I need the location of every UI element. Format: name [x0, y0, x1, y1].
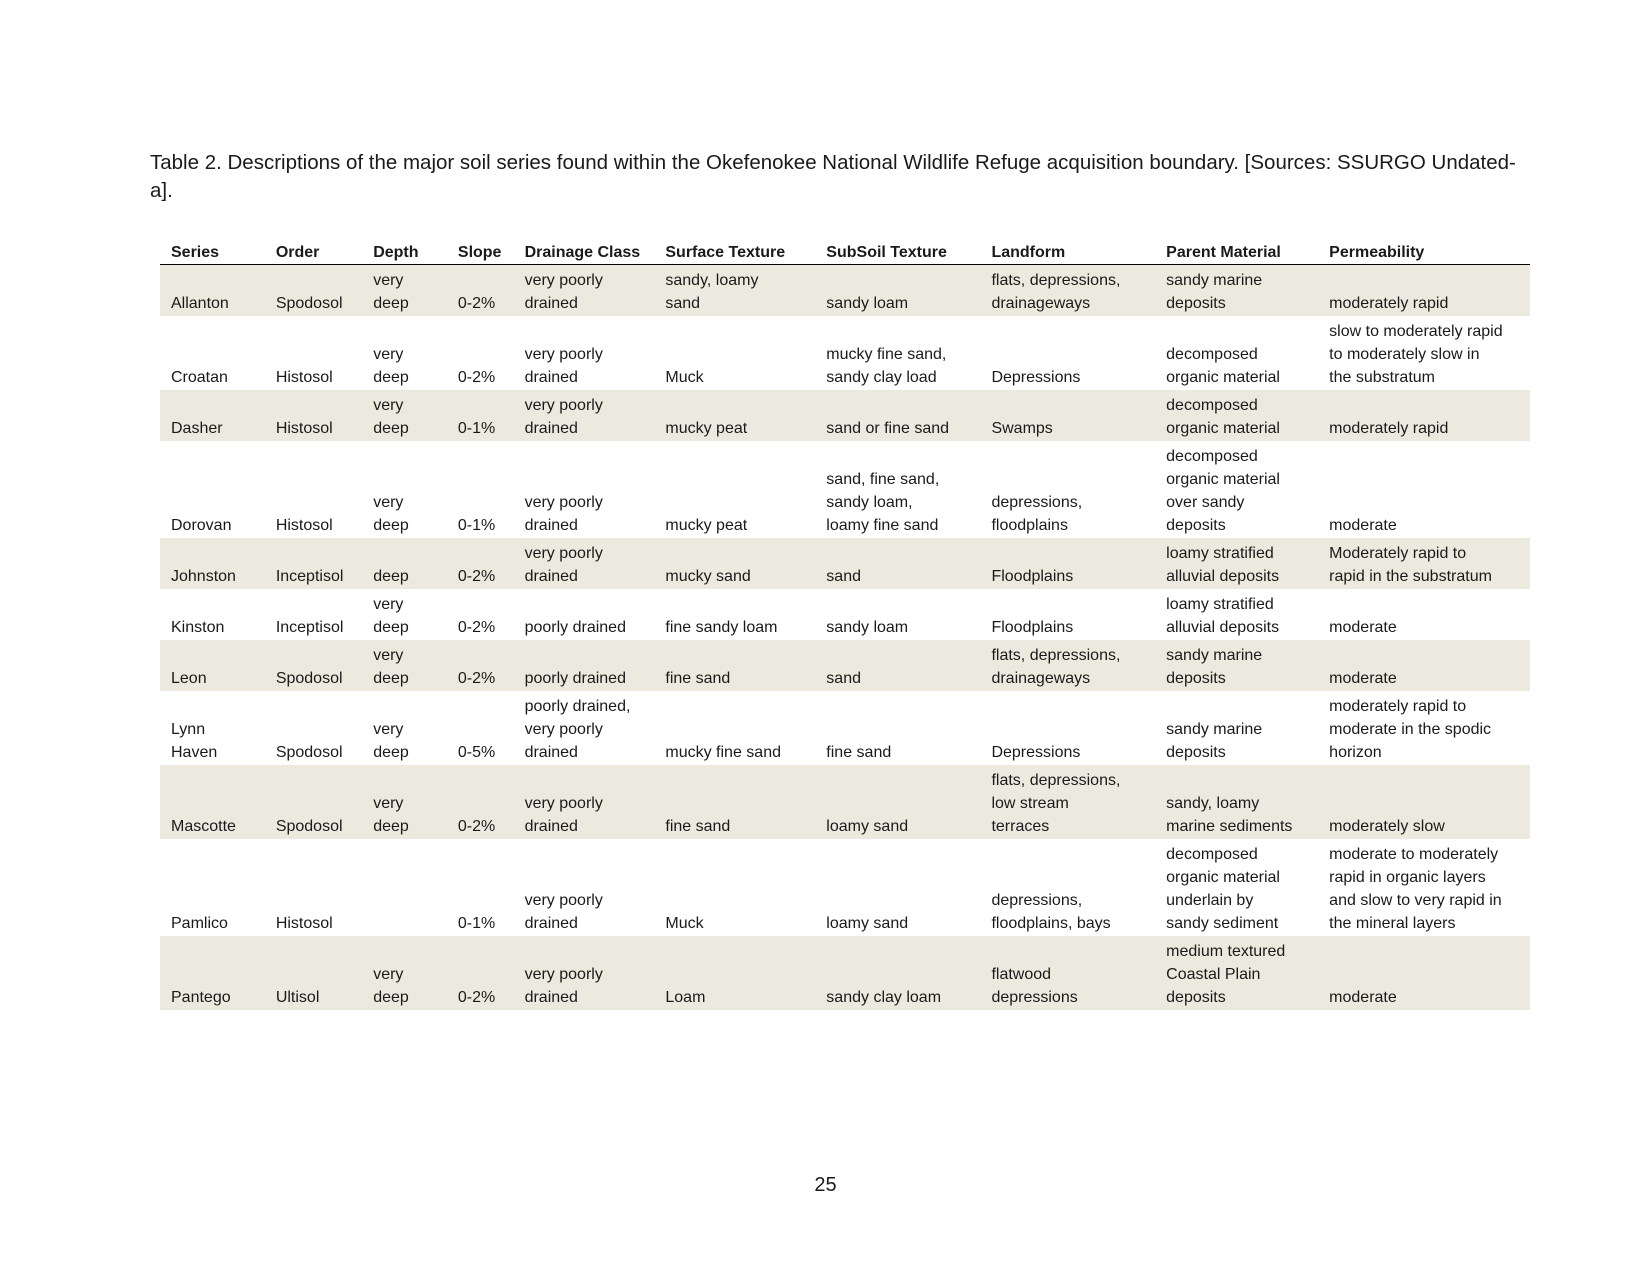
cell-drainage-class: very poorly drained: [514, 390, 655, 441]
cell-order: Spodosol: [275, 744, 343, 761]
table-row: [160, 839, 1530, 936]
cell-landform: Floodplains: [991, 619, 1074, 636]
cell-slope: 0-2%: [457, 369, 496, 386]
cell-parent-material: sandy marine deposits: [1155, 265, 1318, 317]
cell-series: Allanton: [160, 265, 265, 317]
cell-depth: very deep: [362, 640, 447, 691]
cell-parent-material: decomposed organic material underlain by sandy sediment: [1166, 846, 1280, 932]
cell-slope: 0-2%: [447, 936, 514, 1010]
table-row: [160, 390, 1530, 441]
cell-drainage-class: very poorly drained: [514, 765, 655, 839]
cell-parent-material: loamy stratified alluvial deposits: [1155, 538, 1318, 589]
cell-surface-texture: fine sand: [654, 640, 815, 691]
header-surface-texture: Surface Texture: [654, 238, 815, 265]
cell-subsoil-texture: sand: [815, 538, 980, 589]
cell-parent-material: decomposed organic material: [1166, 346, 1280, 386]
cell-depth: very deep: [373, 494, 409, 534]
table-row: [160, 265, 1530, 317]
cell-drainage-class: very poorly drained: [524, 494, 603, 534]
cell-subsoil-texture: loamy sand: [815, 765, 980, 839]
cell-permeability: moderately rapid: [1318, 390, 1530, 441]
cell-drainage-class: poorly drained, very poorly drained: [524, 698, 631, 761]
table-row: [160, 936, 1530, 1010]
cell-order: Spodosol: [265, 640, 362, 691]
cell-surface-texture: fine sandy loam: [665, 619, 778, 636]
cell-slope: 0-1%: [457, 915, 496, 932]
cell-order: Histosol: [275, 369, 333, 386]
cell-series: Lynn Haven: [171, 721, 218, 761]
cell-slope: 0-2%: [447, 265, 514, 317]
cell-surface-texture: mucky peat: [654, 390, 815, 441]
cell-landform: Floodplains: [980, 538, 1155, 589]
cell-subsoil-texture: fine sand: [826, 744, 892, 761]
cell-depth: very deep: [373, 721, 409, 761]
cell-permeability: moderate: [1318, 936, 1530, 1010]
cell-permeability: slow to moderately rapid to moderately slow in the substratum: [1329, 323, 1503, 386]
cell-depth: very deep: [362, 936, 447, 1010]
cell-drainage-class: very poorly drained: [514, 936, 655, 1010]
cell-series: Kinston: [171, 619, 225, 636]
cell-parent-material: loamy stratified alluvial deposits: [1166, 596, 1280, 636]
table-row: [160, 316, 1530, 390]
cell-landform: flats, depressions, low stream terraces: [980, 765, 1155, 839]
cell-subsoil-texture: sand: [815, 640, 980, 691]
cell-drainage-class: poorly drained: [524, 619, 626, 636]
cell-order: Spodosol: [265, 265, 362, 317]
cell-landform: flats, depressions, drainageways: [980, 265, 1155, 317]
cell-slope: 0-5%: [457, 744, 496, 761]
table-body: [160, 265, 1530, 1011]
cell-slope: 0-2%: [457, 619, 496, 636]
cell-series: Croatan: [171, 369, 228, 386]
cell-surface-texture: mucky peat: [665, 517, 748, 534]
cell-drainage-class: poorly drained: [514, 640, 655, 691]
cell-permeability: moderately rapid: [1318, 265, 1530, 317]
cell-slope: 0-2%: [447, 765, 514, 839]
header-parent-material: Parent Material: [1155, 238, 1318, 265]
cell-series: Mascotte: [160, 765, 265, 839]
cell-parent-material: sandy marine deposits: [1166, 721, 1263, 761]
cell-series: Pamlico: [171, 915, 228, 932]
cell-order: Ultisol: [265, 936, 362, 1010]
cell-permeability: moderate to moderately rapid in organic layers and slow to very rapid in the mineral layers: [1329, 846, 1502, 932]
cell-depth: deep: [362, 538, 447, 589]
cell-depth: very deep: [362, 765, 447, 839]
cell-subsoil-texture: mucky fine sand, sandy clay load: [826, 346, 947, 386]
table-caption: Table 2. Descriptions of the major soil series found within the Okefenokee National Wildlife Refuge acquisition boundary. [Sources: SSURGO Undated-a].: [150, 151, 1516, 202]
cell-order: Inceptisol: [275, 619, 344, 636]
header-row: [160, 238, 1530, 265]
table-row: [160, 589, 1530, 640]
cell-drainage-class: very poorly drained: [524, 892, 603, 932]
cell-series: Dasher: [160, 390, 265, 441]
cell-landform: flatwood depressions: [980, 936, 1155, 1010]
header-series: Series: [160, 238, 265, 265]
soil-series-table: [160, 238, 1530, 1010]
cell-depth: very deep: [362, 390, 447, 441]
cell-landform: Swamps: [980, 390, 1155, 441]
cell-order: Histosol: [265, 390, 362, 441]
cell-drainage-class: very poorly drained: [514, 538, 655, 589]
cell-parent-material: sandy, loamy marine sediments: [1155, 765, 1318, 839]
cell-depth: [362, 839, 447, 936]
cell-depth: very deep: [373, 596, 409, 636]
cell-subsoil-texture: sandy loam: [826, 619, 909, 636]
header-permeability: Permeability: [1318, 238, 1530, 265]
cell-landform: Depressions: [991, 744, 1081, 761]
table-row: [160, 640, 1530, 691]
cell-parent-material: sandy marine deposits: [1155, 640, 1318, 691]
cell-parent-material: decomposed organic material: [1155, 390, 1318, 441]
cell-drainage-class: very poorly drained: [524, 346, 603, 386]
cell-subsoil-texture: sandy loam: [815, 265, 980, 317]
cell-order: Histosol: [275, 517, 333, 534]
table-row: [160, 538, 1530, 589]
cell-drainage-class: very poorly drained: [514, 265, 655, 317]
cell-permeability: Moderately rapid to rapid in the substratum: [1318, 538, 1530, 589]
cell-series: Dorovan: [171, 517, 232, 534]
header-drainage-class: Drainage Class: [514, 238, 655, 265]
cell-series: Pantego: [160, 936, 265, 1010]
cell-surface-texture: Muck: [665, 915, 704, 932]
cell-subsoil-texture: sand, fine sand, sandy loam, loamy fine sand: [826, 471, 940, 534]
cell-permeability: moderately slow: [1318, 765, 1530, 839]
table-row: [160, 691, 1530, 765]
cell-subsoil-texture: sandy clay loam: [815, 936, 980, 1010]
cell-permeability: moderately rapid to moderate in the spodic horizon: [1329, 698, 1492, 761]
cell-series: Johnston: [160, 538, 265, 589]
cell-subsoil-texture: sand or fine sand: [815, 390, 980, 441]
cell-surface-texture: mucky sand: [654, 538, 815, 589]
cell-parent-material: decomposed organic material over sandy deposits: [1166, 448, 1280, 534]
cell-permeability: moderate: [1318, 640, 1530, 691]
cell-depth: very deep: [362, 265, 447, 317]
cell-series: Leon: [160, 640, 265, 691]
cell-slope: 0-1%: [457, 517, 496, 534]
cell-order: Inceptisol: [265, 538, 362, 589]
header-landform: Landform: [980, 238, 1155, 265]
header-slope: Slope: [447, 238, 514, 265]
page-number: 25: [814, 1174, 837, 1196]
cell-landform: depressions, floodplains, bays: [991, 892, 1111, 932]
table-row: [160, 765, 1530, 839]
cell-permeability: moderate: [1329, 517, 1397, 534]
cell-landform: depressions, floodplains: [991, 494, 1083, 534]
cell-slope: 0-1%: [447, 390, 514, 441]
cell-depth: very deep: [373, 346, 409, 386]
cell-surface-texture: Loam: [654, 936, 815, 1010]
cell-surface-texture: sandy, loamy sand: [654, 265, 815, 317]
header-order: Order: [265, 238, 362, 265]
cell-landform: flats, depressions, drainageways: [980, 640, 1155, 691]
table-row: [160, 441, 1530, 538]
cell-slope: 0-2%: [447, 640, 514, 691]
cell-order: Histosol: [275, 915, 333, 932]
cell-order: Spodosol: [265, 765, 362, 839]
cell-subsoil-texture: loamy sand: [826, 915, 909, 932]
cell-permeability: moderate: [1329, 619, 1397, 636]
table-header: [160, 238, 1530, 265]
cell-surface-texture: fine sand: [654, 765, 815, 839]
header-subsoil-texture: SubSoil Texture: [815, 238, 980, 265]
header-depth: Depth: [362, 238, 447, 265]
cell-surface-texture: mucky fine sand: [665, 744, 781, 761]
cell-parent-material: medium textured Coastal Plain deposits: [1155, 936, 1318, 1010]
cell-surface-texture: Muck: [665, 369, 704, 386]
cell-landform: Depressions: [991, 369, 1081, 386]
cell-slope: 0-2%: [447, 538, 514, 589]
